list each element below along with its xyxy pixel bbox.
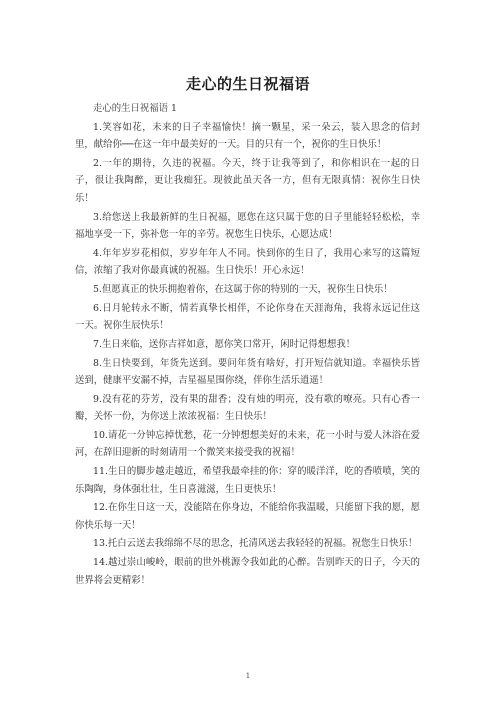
page-number: 1 [245,672,251,680]
paragraph-5: 5.但愿真正的快乐拥抱着你，在这属于你的特别的一天，祝你生日快乐！ [93,283,393,295]
paragraph-6: 6.日月轮转永不断，情若真挚长相伴，不论你身在天涯海角，我将永远记住这一天。祝你生辰快乐！ [75,302,420,332]
paragraph-12: 12.在你生日这一天，没能陪在你身边，不能给你我温暖，只能留下我的愿，愿你快乐每一天！ [75,502,420,531]
paragraph-10: 10.请花一分钟忘掉忧愁，花一分钟想想美好的未来，花一小时与爱人沐浴在爱河，在辞旧迎新的时刻请用一个微笑来接受我的祝福！ [75,429,420,459]
document-body [75,100,420,590]
paragraph-8: 8.生日快要到，年货先送到。要问年货有啥好，打开短信就知道。幸福快乐皆送到，健康平安漏不掉，吉星福星围你绕，伴你生活乐逍遥！ [75,357,420,386]
paragraph-7: 7.生日来临，送你吉祥如意，愿你笑口常开，闲时记得想想我！ [93,338,356,350]
paragraph-9: 9.没有花的芬芳，没有果的甜香；没有烛的明亮，没有歌的嘹亮。只有心香一瓣，关怀一份，为你送上浓浓祝福：生日快乐！ [75,393,420,423]
paragraph-2: 2.一年的期待，久违的祝福。今天，终于让我等到了，和你相识在一起的日子，很让我陶醉，更让我痴狂。现彼此虽天各一方，但有无限真情：祝你生日快乐！ [75,157,420,204]
paragraph-14: 14.越过崇山峻岭，眼前的世外桃源令我如此的心醉。告别昨天的日子，今天的世界将会更精彩！ [75,557,420,586]
paragraph-4: 4.年年岁岁花相似，岁岁年年人不同。快到你的生日了，我用心来写的这篇短信，浓缩了我对你最真诚的祝福。生日快乐！开心永远！ [75,247,420,277]
paragraph-11: 11.生日的脚步越走越近，希望我最牵挂的你：穿的暖洋洋，吃的香喷喷，笑的乐陶陶，身体强壮壮，生日喜滋滋，生日更快乐！ [75,466,420,495]
paragraph-13: 13.托白云送去我绵绵不尽的思念，托清风送去我轻轻的祝福。祝您生日快乐！ [93,538,418,550]
section-heading: 走心的生日祝福语 1 [93,103,177,114]
paragraph-1: 1.笑容如花，未来的日子幸福愉快！摘一颗星，采一朵云，装入思念的信封里，献给你──在这一年中最美好的一天。目的只有一个，祝你的生日快乐！ [75,121,420,151]
paragraph-3: 3.给您送上我最新鲜的生日祝福，愿您在这只属于您的日子里能轻轻松松，幸福地享受一下，弥补您一年的辛劳。祝您生日快乐，心愿达成！ [75,211,420,241]
document-title: 走心的生日祝福语 [185,75,310,93]
